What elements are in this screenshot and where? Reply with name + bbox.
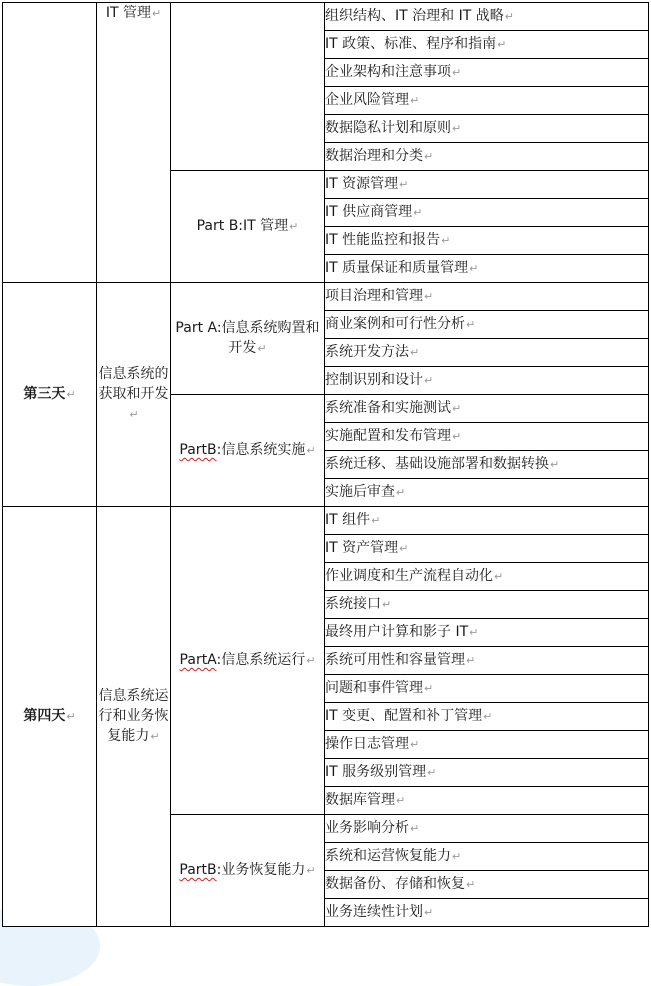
topic-cell	[325, 59, 649, 87]
day-cell	[3, 283, 97, 507]
part-label-prefix: PartB	[179, 442, 217, 458]
topic-label: 系统迁移、基础设施部署和数据转换	[325, 456, 549, 472]
topic-cell	[325, 731, 649, 759]
paragraph-mark-icon: ↵	[396, 794, 406, 807]
topic-cell	[325, 535, 649, 563]
topic-label: 控制识别和设计	[325, 372, 423, 388]
paragraph-mark-icon: ↵	[494, 570, 504, 583]
topic-cell	[325, 367, 649, 395]
topic-label: 系统开发方法	[325, 344, 409, 360]
paragraph-mark-icon: ↵	[66, 710, 76, 723]
paragraph-mark-icon: ↵	[66, 388, 76, 401]
topic-label: 企业风险管理	[325, 92, 409, 108]
topic-label: 商业案例和可行性分析	[325, 316, 465, 332]
paragraph-mark-icon: ↵	[466, 654, 476, 667]
topic-cell	[325, 899, 649, 927]
topic-label: IT 服务级别管理	[325, 764, 427, 780]
day-cell	[3, 3, 97, 283]
paragraph-mark-icon: ↵	[452, 402, 462, 415]
topic-cell	[325, 479, 649, 507]
paragraph-mark-icon: ↵	[410, 738, 420, 751]
part-label: Part A:信息系统购置和开发	[175, 320, 320, 356]
topic-cell	[325, 395, 649, 423]
part-cell	[171, 283, 325, 395]
part-label-rest: :信息系统运行	[216, 652, 306, 668]
topic-label: 数据隐私计划和原则	[325, 120, 451, 136]
paragraph-mark-icon: ↵	[424, 374, 434, 387]
paragraph-mark-icon: ↵	[483, 710, 493, 723]
paragraph-mark-icon: ↵	[151, 7, 162, 20]
domain-cell	[97, 507, 171, 927]
part-cell	[171, 395, 325, 507]
topic-cell	[325, 759, 649, 787]
part-cell	[171, 507, 325, 815]
part-label-rest: :信息系统实施	[216, 442, 306, 458]
paragraph-mark-icon: ↵	[306, 654, 316, 667]
domain-label: 信息系统运行和业务恢复能力	[98, 688, 169, 744]
paragraph-mark-icon: ↵	[452, 850, 462, 863]
topic-cell	[325, 339, 649, 367]
paragraph-mark-icon: ↵	[466, 318, 476, 331]
topic-cell	[325, 703, 649, 731]
topic-cell	[325, 199, 649, 227]
topic-label: 系统和运营恢复能力	[325, 848, 451, 864]
topic-label: IT 组件	[325, 512, 371, 528]
paragraph-mark-icon: ↵	[452, 66, 462, 79]
part-label: Part B:IT 管理	[196, 218, 289, 234]
topic-label: 业务影响分析	[325, 820, 409, 836]
topic-cell	[325, 31, 649, 59]
paragraph-mark-icon: ↵	[424, 682, 434, 695]
topic-label: 组织结构、IT 治理和 IT 战略	[325, 8, 504, 24]
paragraph-mark-icon: ↵	[452, 430, 462, 443]
topic-label: 业务连续性计划	[325, 904, 423, 920]
topic-label: 数据库管理	[325, 792, 395, 808]
schedule-body	[3, 3, 649, 927]
part-label-prefix: PartA	[179, 652, 217, 668]
paragraph-mark-icon: ↵	[399, 178, 409, 191]
topic-cell	[325, 563, 649, 591]
paragraph-mark-icon: ↵	[469, 262, 479, 275]
topic-cell	[325, 227, 649, 255]
table-row	[3, 283, 649, 311]
topic-label: 系统接口	[325, 596, 381, 612]
course-schedule-table	[2, 2, 649, 927]
topic-label: IT 质量保证和质量管理	[325, 260, 469, 276]
topic-label: 最终用户计算和影子 IT	[325, 624, 469, 640]
topic-label: 数据治理和分类	[325, 148, 423, 164]
paragraph-mark-icon: ↵	[410, 94, 420, 107]
topic-label: 实施后审查	[325, 484, 395, 500]
day-label: 第三天	[23, 386, 66, 402]
paragraph-mark-icon: ↵	[424, 290, 434, 303]
topic-label: 企业架构和注意事项	[325, 64, 451, 80]
paragraph-mark-icon: ↵	[410, 822, 420, 835]
paragraph-mark-icon: ↵	[424, 150, 434, 163]
topic-label: IT 性能监控和报告	[325, 232, 441, 248]
topic-label: IT 资产管理	[325, 540, 399, 556]
topic-label: 操作日志管理	[325, 736, 409, 752]
part-label-rest: :业务恢复能力	[216, 862, 306, 878]
topic-label: 系统可用性和容量管理	[325, 652, 465, 668]
topic-cell	[325, 283, 649, 311]
paragraph-mark-icon: ↵	[466, 878, 476, 891]
topic-cell	[325, 115, 649, 143]
paragraph-mark-icon: ↵	[441, 234, 451, 247]
part-cell	[171, 171, 325, 283]
topic-cell	[325, 647, 649, 675]
topic-cell	[325, 143, 649, 171]
paragraph-mark-icon: ↵	[399, 542, 409, 555]
paragraph-mark-icon: ↵	[289, 220, 299, 233]
part-cell	[171, 3, 325, 171]
part-label-prefix: PartB	[179, 862, 217, 878]
topic-cell	[325, 815, 649, 843]
table-row	[3, 507, 649, 535]
topic-cell	[325, 311, 649, 339]
topic-cell	[325, 451, 649, 479]
part-cell	[171, 815, 325, 927]
domain-label: IT 管理	[105, 5, 151, 21]
paragraph-mark-icon: ↵	[413, 206, 423, 219]
paragraph-mark-icon: ↵	[427, 766, 437, 779]
topic-cell	[325, 3, 649, 31]
topic-cell	[325, 591, 649, 619]
topic-cell	[325, 87, 649, 115]
topic-label: 作业调度和生产流程自动化	[325, 568, 493, 584]
topic-label: 项目治理和管理	[325, 288, 423, 304]
table-row	[3, 3, 649, 31]
paragraph-mark-icon: ↵	[371, 514, 381, 527]
paragraph-mark-icon: ↵	[129, 408, 139, 421]
paragraph-mark-icon: ↵	[396, 486, 406, 499]
topic-cell	[325, 871, 649, 899]
paragraph-mark-icon: ↵	[410, 346, 420, 359]
domain-label: 信息系统的获取和开发	[98, 366, 169, 402]
paragraph-mark-icon: ↵	[550, 458, 560, 471]
topic-label: 系统准备和实施测试	[325, 400, 451, 416]
topic-label: 数据备份、存储和恢复	[325, 876, 465, 892]
topic-cell	[325, 619, 649, 647]
paragraph-mark-icon: ↵	[424, 906, 434, 919]
paragraph-mark-icon: ↵	[452, 122, 462, 135]
topic-cell	[325, 171, 649, 199]
paragraph-mark-icon: ↵	[497, 38, 507, 51]
topic-label: IT 供应商管理	[325, 204, 413, 220]
paragraph-mark-icon: ↵	[306, 444, 316, 457]
topic-cell	[325, 787, 649, 815]
paragraph-mark-icon: ↵	[150, 730, 160, 743]
topic-cell	[325, 423, 649, 451]
paragraph-mark-icon: ↵	[382, 598, 392, 611]
topic-label: IT 变更、配置和补丁管理	[325, 708, 483, 724]
paragraph-mark-icon: ↵	[306, 864, 316, 877]
topic-cell	[325, 843, 649, 871]
paragraph-mark-icon: ↵	[257, 342, 267, 355]
domain-cell	[97, 283, 171, 507]
day-label: 第四天	[23, 708, 66, 724]
topic-label: IT 资源管理	[325, 176, 399, 192]
domain-cell	[97, 3, 171, 283]
topic-cell	[325, 255, 649, 283]
paragraph-mark-icon: ↵	[469, 626, 479, 639]
topic-label: 实施配置和发布管理	[325, 428, 451, 444]
topic-cell	[325, 507, 649, 535]
day-cell	[3, 507, 97, 927]
topic-label: 问题和事件管理	[325, 680, 423, 696]
paragraph-mark-icon: ↵	[504, 10, 514, 23]
topic-cell	[325, 675, 649, 703]
topic-label: IT 政策、标准、程序和指南	[325, 36, 497, 52]
